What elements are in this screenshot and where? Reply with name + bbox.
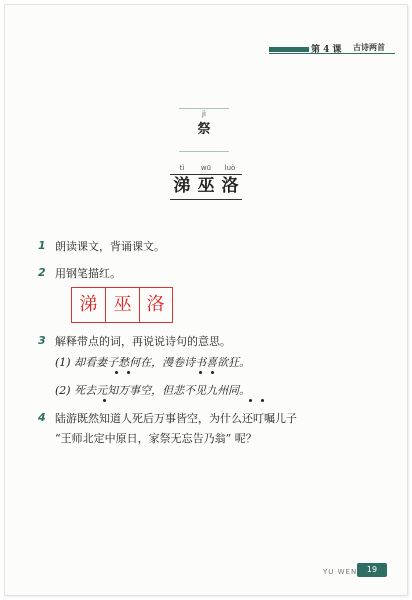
ji-pinyin: jì — [202, 110, 206, 118]
header-bar — [269, 47, 309, 52]
item-number: 2 — [38, 266, 46, 279]
item-number: 1 — [38, 239, 46, 252]
emphasis-dot — [211, 371, 214, 374]
emphasis-dot — [249, 399, 252, 402]
word-pinyin: tì — [179, 164, 185, 172]
ji-character-box — [179, 108, 229, 152]
page-number-tab — [357, 563, 387, 577]
page-number: 19 — [366, 565, 378, 574]
emphasis-dot — [199, 371, 202, 374]
word-character: 洛 — [221, 176, 239, 196]
emphasis-dot — [261, 399, 264, 402]
new-words-box — [170, 164, 242, 200]
emphasis-dot — [115, 371, 118, 374]
tracing-character: 巫 — [113, 294, 132, 315]
word-pinyin: luò — [224, 164, 236, 172]
ji-character: 祭 — [197, 122, 211, 137]
tracing-grid — [71, 287, 173, 323]
item-number: 4 — [38, 411, 46, 424]
item-number: 3 — [38, 334, 46, 347]
tracing-character: 洛 — [146, 294, 165, 315]
footer-subject: YU WEN — [323, 568, 358, 576]
item-text: 解释带点的词，再说说诗句的意思。 — [55, 335, 231, 348]
emphasis-dot — [103, 399, 106, 402]
page-header — [269, 42, 399, 56]
item-text: 陆游既然知道人死后万事皆空，为什么还叮嘱儿子 — [55, 412, 297, 425]
poem-line: (2) 死去元知万事空，但悲不见九州同。 — [55, 384, 251, 397]
poem-line: (1) 却看妻子愁何在，漫卷诗书喜欲狂。 — [55, 356, 251, 369]
pinyin-row — [170, 164, 242, 174]
lesson-number: 第 4 课 — [311, 45, 342, 55]
lesson-title: 古诗两首 — [353, 42, 385, 52]
emphasis-dot — [127, 371, 130, 374]
item-text: 朗读课文，背诵课文。 — [55, 240, 165, 253]
item-text: 用钢笔描红。 — [55, 267, 121, 280]
word-character: 巫 — [197, 176, 215, 196]
word-pinyin: wū — [200, 164, 212, 172]
page — [4, 4, 408, 596]
word-character: 涕 — [173, 176, 191, 196]
item-text-continued: “王师北定中原日，家祭无忘告乃翁” 呢？ — [55, 432, 257, 445]
tracing-character: 涕 — [79, 294, 98, 315]
